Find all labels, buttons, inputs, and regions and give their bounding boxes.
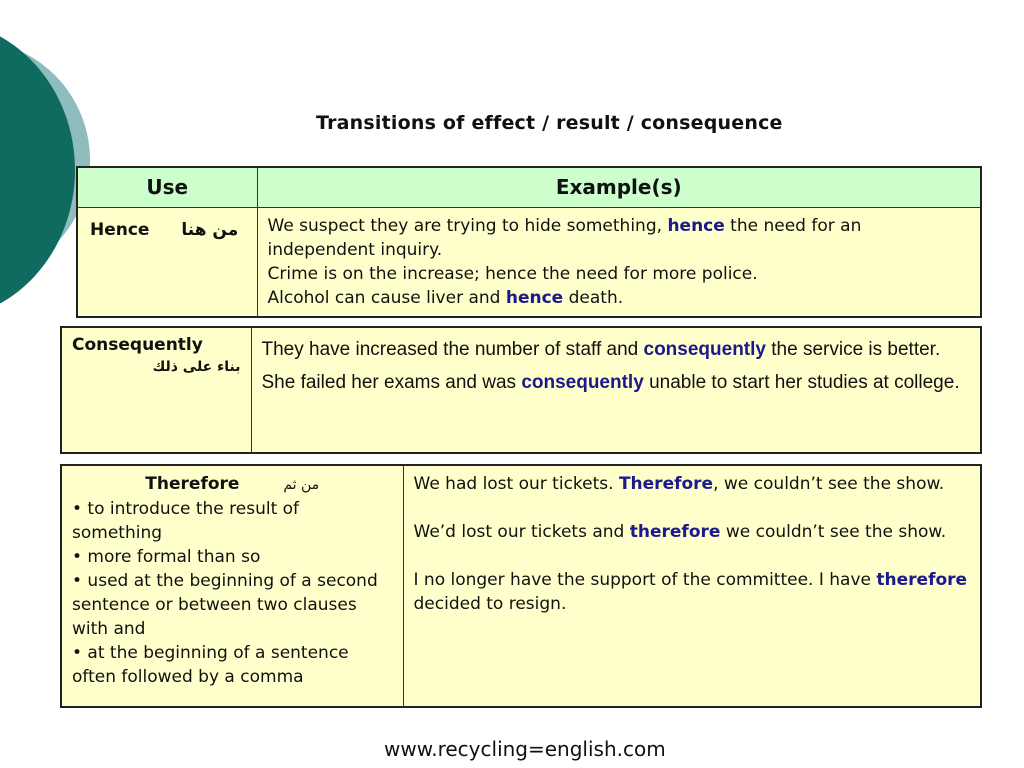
use-cell [77, 207, 257, 317]
examples-cell [257, 207, 981, 317]
example-sentence [414, 568, 971, 616]
arabic-translation [72, 356, 241, 378]
header-use: Use [77, 167, 257, 207]
example-sentence: Crime is on the increase; hence the need for more police. [267, 263, 758, 284]
footer-url: www.recycling=english.com [384, 737, 666, 761]
term-header [72, 472, 393, 497]
term-hence: Hence [90, 219, 150, 240]
therefore-table [60, 464, 982, 708]
term-consequently: Consequently [72, 335, 203, 355]
consequently-table [60, 326, 982, 454]
example-sentence [414, 520, 971, 544]
example-text: They have increased the number of staff and [261, 339, 644, 360]
example-text: , we couldn’t see the show. [713, 474, 945, 494]
example-text: the service is better. [765, 339, 941, 360]
example-text: We had lost our tickets. [413, 474, 619, 494]
table-row [61, 327, 981, 453]
arabic-text: بناء على ذلك [152, 359, 241, 375]
example-sentence [262, 336, 971, 363]
header-examples: Example(s) [257, 167, 981, 207]
example-text: She failed her exams and was [261, 372, 522, 393]
table-row [61, 465, 981, 707]
keyword: therefore [876, 570, 968, 590]
example-text: unable to start her studies at college. [643, 372, 960, 393]
use-cell [61, 465, 403, 707]
example-sentence [414, 472, 971, 496]
arabic-translation: من ثم [283, 477, 320, 493]
example-text: the need for an independent inquiry. [267, 215, 862, 260]
use-cell [61, 327, 251, 453]
arabic-translation: من هنا [181, 219, 239, 240]
header-row [77, 167, 981, 207]
term-therefore: Therefore [145, 474, 240, 494]
keyword: Therefore [618, 474, 714, 494]
bullet-item: • to introduce the result of something [72, 499, 300, 543]
examples-cell [251, 327, 981, 453]
example-sentence [268, 214, 971, 262]
example-text: We’d lost our tickets and [413, 522, 630, 542]
example-sentence [268, 286, 971, 310]
example-text: death. [563, 287, 624, 308]
keyword: hence [505, 287, 564, 308]
bullet-item: • more formal than so [72, 547, 261, 567]
example-text: decided to resign. [413, 594, 567, 614]
page-title: Transitions of effect / result / consequence [316, 112, 783, 134]
bullet-item: • used at the beginning of a second sentence or between two clauses with and [72, 571, 378, 639]
keyword: consequently [643, 339, 766, 360]
hence-table [76, 166, 982, 318]
keyword: hence [667, 215, 725, 236]
example-text: we couldn’t see the show. [720, 522, 947, 542]
example-text: I no longer have the support of the committee. I have [413, 570, 877, 590]
keyword: therefore [629, 522, 721, 542]
example-sentence [262, 369, 971, 396]
table-row [77, 207, 981, 317]
bullet-item: • at the beginning of a sentence often followed by a comma [72, 643, 349, 687]
example-text: Alcohol can cause liver and [267, 287, 506, 308]
examples-cell [403, 465, 981, 707]
example-text: We suspect they are trying to hide something, [267, 215, 668, 236]
keyword: consequently [521, 372, 644, 393]
